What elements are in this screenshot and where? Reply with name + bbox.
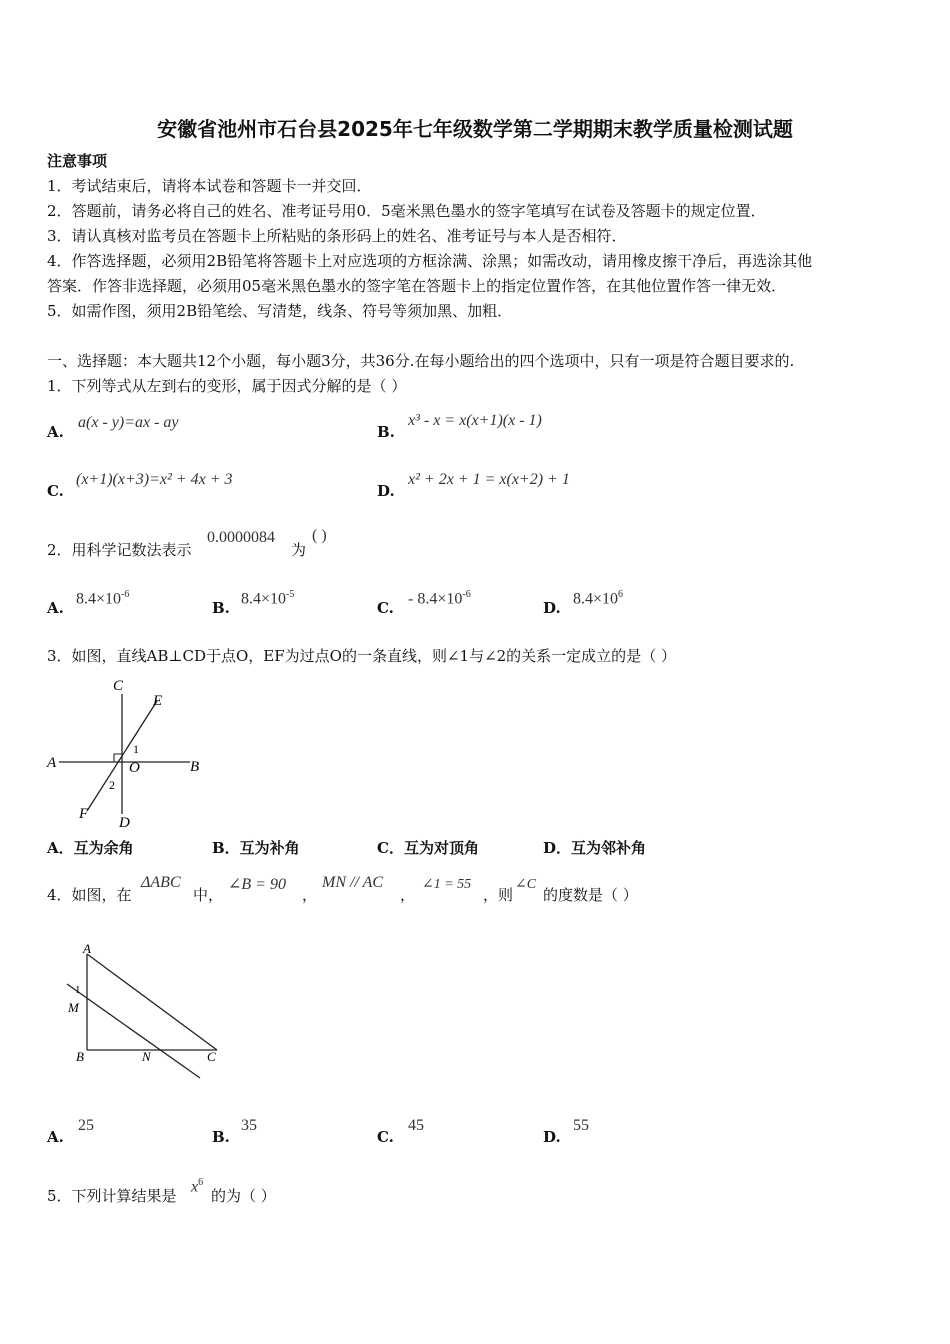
q3-label-o: O bbox=[129, 760, 140, 776]
q4-stem-2: 中， bbox=[193, 886, 224, 904]
q3-label-e: E bbox=[153, 693, 163, 709]
q4-option-a: 25 bbox=[78, 1117, 94, 1134]
q1-option-b: x³ - x = x(x+1)(x - 1) bbox=[408, 412, 542, 429]
q2-option-b: $8.4\times 10^{-5}$ bbox=[241, 589, 295, 608]
notice-item-3: 3．请认真核对监考员在答题卡上所粘贴的条形码上的姓名、准考证号与本人是否相符． bbox=[47, 227, 627, 245]
q4-label-a: A bbox=[83, 941, 91, 956]
notice-item-1: 1．考试结束后，请将本试卷和答题卡一并交回． bbox=[47, 177, 372, 195]
q1-option-a: a(x - y)=ax - ay bbox=[78, 414, 179, 431]
q3-label-c: C bbox=[113, 678, 124, 694]
q1-option-c: (x+1)(x+3)=x² + 4x + 3 bbox=[76, 471, 233, 488]
q4-label-c-opt: C. bbox=[377, 1128, 394, 1146]
q4-angle-b: ∠B = 90 bbox=[228, 876, 286, 893]
page-title: 安徽省池州市石台县2025年七年级数学第二学期期末教学质量检测试题 bbox=[157, 117, 793, 141]
q5-power: $x^6$ bbox=[191, 1177, 204, 1196]
notice-item-4-cont: 答案．作答非选择题，必须用05毫米黑色墨水的签字笔在答题卡上的指定位置作答，在其他位置作答一律无效． bbox=[47, 277, 787, 295]
q4-label-c: C bbox=[207, 1049, 216, 1064]
q1-label-d: D. bbox=[377, 482, 395, 500]
q4-label-b: B bbox=[76, 1049, 84, 1064]
q3-figure bbox=[45, 676, 215, 832]
q3-stem: 3．如图，直线AB⊥CD于点O，EF为过点O的一条直线，则∠1与∠2的关系一定成立的是（ ） bbox=[47, 647, 676, 665]
q2-paren: ( ) bbox=[312, 527, 327, 544]
q3-label-b: B bbox=[190, 759, 200, 775]
q3-label-d: D bbox=[119, 815, 130, 831]
q1-label-c: C. bbox=[47, 482, 64, 500]
q4-label-n: N bbox=[142, 1049, 151, 1064]
q4-stem-3: ， bbox=[302, 886, 318, 904]
q3-option-c: C．互为对顶角 bbox=[377, 839, 479, 857]
q4-option-c: 45 bbox=[408, 1117, 424, 1134]
q1-stem: 1．下列等式从左到右的变形，属于因式分解的是（ ） bbox=[47, 377, 407, 395]
q4-option-b: 35 bbox=[241, 1117, 257, 1134]
q4-label-a-opt: A. bbox=[47, 1128, 64, 1146]
q4-label-d-opt: D. bbox=[543, 1128, 561, 1146]
q4-label-b-opt: B. bbox=[212, 1128, 230, 1146]
notice-heading: 注意事项 bbox=[47, 152, 108, 170]
q5-stem-prefix: 5．下列计算结果是 bbox=[47, 1187, 177, 1205]
q2-label-d: D. bbox=[543, 599, 561, 617]
q2-number: 0.0000084 bbox=[207, 529, 275, 546]
q4-triangle: ΔABC bbox=[141, 874, 181, 891]
notice-item-5: 5．如需作图，须用2B铅笔绘、写清楚，线条、符号等须加黑、加粗． bbox=[47, 302, 513, 320]
q3-option-b: B．互为补角 bbox=[212, 839, 300, 857]
q2-stem-suffix: 为 bbox=[291, 541, 307, 559]
q4-stem-4: ， bbox=[400, 886, 416, 904]
q2-label-a: A. bbox=[47, 599, 64, 617]
q2-option-c: - $8.4\times 10^{-6}$ bbox=[408, 589, 471, 608]
q1-label-a: A. bbox=[47, 423, 64, 441]
q4-option-d: 55 bbox=[573, 1117, 589, 1134]
q3-option-a: A．互为余角 bbox=[47, 839, 134, 857]
q3-angle-2: 2 bbox=[109, 778, 115, 792]
q4-stem-1: 4．如图，在 bbox=[47, 886, 132, 904]
q3-angle-1: 1 bbox=[133, 742, 139, 756]
notice-item-4: 4．作答选择题，必须用2B铅笔将答题卡上对应选项的方框涂满、涂黑；如需改动，请用橡皮擦干净后，再选涂其他 bbox=[47, 252, 813, 270]
q1-option-d: x² + 2x + 1 = x(x+2) + 1 bbox=[408, 471, 570, 488]
q1-label-b: B. bbox=[377, 423, 395, 441]
q3-label-f: F bbox=[79, 806, 89, 822]
q2-label-b: B. bbox=[212, 599, 230, 617]
q2-option-d: $8.4\times 10^6$ bbox=[573, 589, 624, 608]
q4-parallel: MN // AC bbox=[322, 874, 384, 891]
q2-label-c: C. bbox=[377, 599, 394, 617]
q2-option-a: $8.4\times 10^{-6}$ bbox=[76, 589, 130, 608]
q4-label-m: M bbox=[68, 1000, 79, 1015]
q4-stem-5: ，则 bbox=[483, 886, 514, 904]
q5-stem-suffix: 的为（ ） bbox=[211, 1187, 276, 1205]
q3-option-d: D．互为邻补角 bbox=[543, 839, 647, 857]
q4-angle-1: ∠1 = 55 bbox=[422, 877, 472, 892]
notice-item-2: 2．答题前，请务必将自己的姓名、准考证号用0．5毫米黑色墨水的签字笔填写在试卷及答题卡的规定位置． bbox=[47, 202, 766, 220]
q4-figure bbox=[55, 940, 235, 1080]
q2-stem-prefix: 2．用科学记数法表示 bbox=[47, 541, 192, 559]
q4-angle-1-label: 1 bbox=[75, 984, 81, 996]
q4-angle-c: ∠C bbox=[515, 877, 537, 892]
q3-label-a: A bbox=[47, 755, 57, 771]
q4-stem-6: 的度数是（ ） bbox=[543, 886, 638, 904]
section-heading: 一、选择题：本大题共12个小题，每小题3分，共36分.在每小题给出的四个选项中，只有一项是符合题目要求的. bbox=[47, 352, 795, 370]
